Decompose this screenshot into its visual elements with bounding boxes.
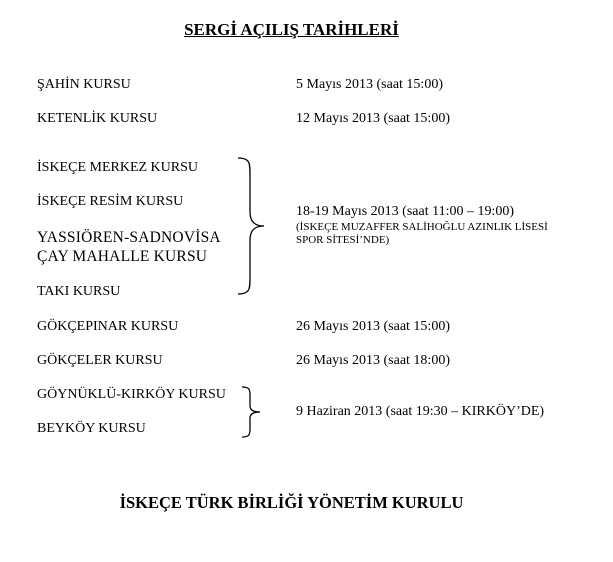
page-title: SERGİ AÇILIŞ TARİHLERİ: [184, 20, 399, 39]
course-name: ÇAY MAHALLE KURSU: [37, 248, 208, 265]
course-name: GÖKÇEPINAR KURSU: [37, 319, 179, 334]
course-name: YASSIÖREN-SADNOVİSA: [37, 229, 221, 246]
course-name: TAKI KURSU: [37, 284, 121, 299]
course-name: İSKEÇE MERKEZ KURSU: [37, 160, 199, 175]
course-name: ŞAHİN KURSU: [37, 77, 131, 92]
opening-date: 12 Mayıs 2013 (saat 15:00): [296, 111, 450, 126]
opening-date: 5 Mayıs 2013 (saat 15:00): [296, 77, 443, 92]
course-name: GÖYNÜKLÜ-KIRKÖY KURSU: [37, 387, 226, 402]
venue-line: SPOR SİTESİ’NDE): [296, 234, 390, 246]
organization-signature: İSKEÇE TÜRK BİRLİĞİ YÖNETİM KURULU: [119, 493, 464, 512]
course-name: KETENLİK KURSU: [37, 111, 158, 126]
opening-date: 9 Haziran 2013 (saat 19:30 – KIRKÖY’DE): [296, 404, 545, 419]
course-name: BEYKÖY KURSU: [37, 421, 146, 436]
curly-brace-icon: [240, 386, 266, 438]
venue-line: (İSKEÇE MUZAFFER SALİHOĞLU AZINLIK LİSESİ: [296, 221, 548, 233]
curly-brace-icon: [236, 157, 270, 295]
opening-date: 18-19 Mayıs 2013 (saat 11:00 – 19:00): [296, 204, 515, 219]
course-name: İSKEÇE RESİM KURSU: [37, 194, 184, 209]
course-name: GÖKÇELER KURSU: [37, 353, 163, 368]
opening-date: 26 Mayıs 2013 (saat 18:00): [296, 353, 450, 368]
opening-date: 26 Mayıs 2013 (saat 15:00): [296, 319, 450, 334]
